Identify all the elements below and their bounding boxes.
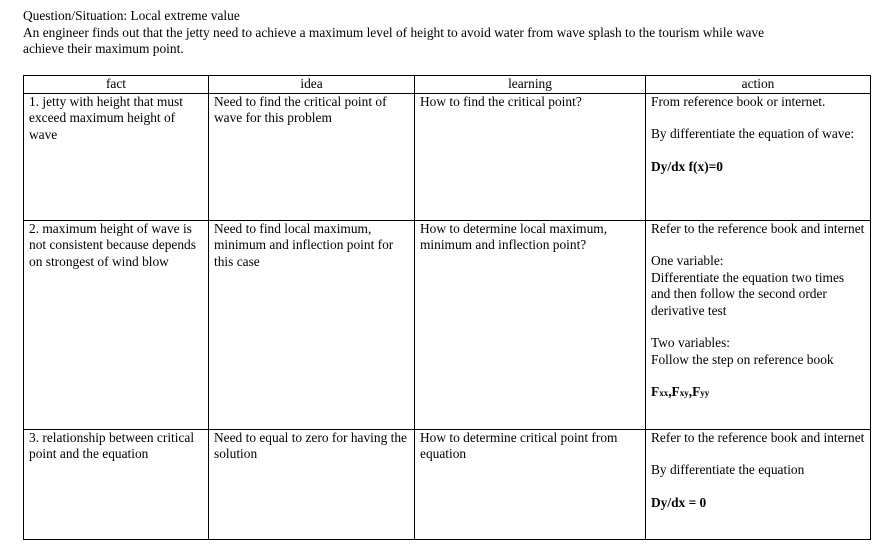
cell-fact: 2. maximum height of wave is not consistent because depends on strongest of wind blow [24, 220, 209, 429]
cell-fact: 1. jetty with height that must exceed maximum height of wave [24, 93, 209, 220]
cell-idea: Need to find the critical point of wave for this problem [209, 93, 415, 220]
header-learning: learning [415, 76, 646, 94]
cell-action [646, 93, 871, 220]
table-row [24, 429, 871, 539]
cell-idea: Need to find local maximum, minimum and inflection point for this case [209, 220, 415, 429]
question-heading: Question/Situation: Local extreme value [23, 8, 240, 23]
cell-fact: 3. relationship between critical point and the equation [24, 429, 209, 539]
action-text: From reference book or internet. [651, 93, 826, 109]
intro-section [23, 8, 883, 58]
action-text: Two variables: Follow the step on reference book [651, 335, 834, 367]
partial-fyy: Fyy [692, 384, 710, 399]
partial-fxx: Fxx [651, 384, 669, 399]
header-idea: idea [209, 76, 415, 94]
action-formula-partials: Fxx,Fxy,Fyy [651, 384, 710, 399]
header-action: action [646, 76, 871, 94]
cell-learning: How to determine local maximum, minimum and inflection point? [415, 220, 646, 429]
cell-idea: Need to equal to zero for having the solution [209, 429, 415, 539]
cell-action [646, 429, 871, 539]
partial-fxy: Fxy [671, 384, 689, 399]
table-row [24, 220, 871, 429]
table-row [24, 93, 871, 220]
situation-line-1: An engineer finds out that the jetty need to achieve a maximum level of height to avoid water from wave splash to the tourism while wave [23, 24, 765, 40]
header-fact: fact [24, 76, 209, 94]
action-text: Refer to the reference book and internet [651, 429, 865, 445]
action-formula: Dy/dx = 0 [651, 494, 707, 510]
action-formula: Dy/dx f(x)=0 [651, 158, 723, 174]
action-text: By differentiate the equation [651, 462, 805, 477]
cell-action [646, 220, 871, 429]
action-text: Refer to the reference book and internet [651, 220, 865, 236]
action-text: By differentiate the equation of wave: [651, 126, 855, 141]
table-header-row [24, 76, 871, 94]
cell-learning: How to find the critical point? [415, 93, 646, 220]
situation-line-2: achieve their maximum point. [23, 41, 184, 56]
cell-learning: How to determine critical point from equation [415, 429, 646, 539]
action-text: One variable: Differentiate the equation two times and then follow the second order derivative test [651, 253, 845, 318]
fila-table [23, 75, 871, 540]
